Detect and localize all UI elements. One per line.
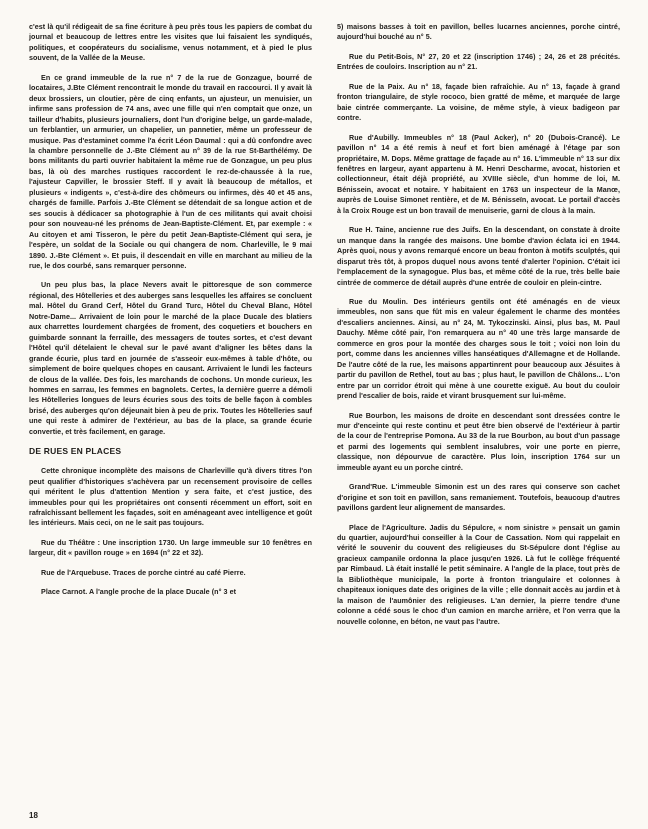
- section-heading: DE RUES EN PLACES: [29, 446, 122, 457]
- left-column: [29, 22, 312, 598]
- paragraph: Rue d'Aubilly. Immeubles n° 18 (Paul Acker), n° 20 (Dubois-Crancé). Le pavillon n° 14 a été remis à neuf et fort bien aménagé à l'étage par son propriétaire, M. Dops. Même grattage de façade au n° 16. L'immeuble n° 13 sur dix fenêtres en largeur, ayant appartenu à M. Henri Descharme, avocat, historien et collectionneur, était déjà propriété, au XVIIIe siècle, d'un homme de loi, M. Bénissein, avocat et notaire. Y habitaient en 1763 un inspecteur de la Manœ, auprès de Louise Simonet rentière, et de M. Bénisseïn, avocat. Le portail d'accès à la Croix Rouge est un bon travail de menuiserie, garni de clous à la main.: [337, 133, 620, 215]
- paragraph: En ce grand immeuble de la rue n° 7 de la rue de Gonzague, bourré de locataires, J.Bte Clément rencontrait le monde du travail en raccourci. Il y avait là deux brossiers, un cloutier, père de cinq enfants, un ajusteur, un menuisier, un infirme sans profession de 74 ans, avec une fille qui n'en comptait que onze, un tailleur d'habits, plusieurs journaliers, dont l'un d'origine belge, un garde-malade, un ferblantier, un armurier, un chapelier, un pannetier, même un professeur de musique. Pas d'estaminet comme l'a écrit Léon Daumal : qui a dû confondre avec la chambre personnelle de J.-Bte Clément au n° 39 de la rue St-Barthélémy. De bons militants du parti ouvrier habitaient la même rue de Gonzague, un peu plus bas, là où des marches rustiques raccordent le rez-de-chaussée à la rue, l'ajusteur Capviller, le brossier Steff. Il y avait là beaucoup de métallos, et plusieurs « indigents », c'est-à-dire des chômeurs ou infirmes, dès 40 et 45 ans, chargés de famille. Parfois J.-Bte Clément se détendait de sa longue action et de ses soucis à dédicacer sa photographie à l'un de ces militants qui avait choisi pour son nouveau-né les prénoms de Jean-Baptiste-Clément. Et, par exemple : « Au citoyen et ami Tisseron, le père du petit Jean-Baptiste-Clément qui sera, je l'espère, un soldat de la Sociale ou qui changera de nom. Charleville, le 9 mai 1890. J.-Bte Clément ». Et puis, il descendait en ville en marchant au milieu de la rue, le dos courbé, sans remarquer personne.: [29, 73, 312, 270]
- paragraph: Rue du Petit-Bois, N° 27, 20 et 22 (inscription 1746) ; 24, 26 et 28 précités. Entrées de couloirs. Inscription au n° 21.: [337, 52, 620, 72]
- paragraph: Rue H. Taine, ancienne rue des Juifs. En la descendant, on constate à droite un manque dans la rangée des maisons. Une bombe d'avion éclata ici en 1944. Après quoi, nous y avons remarqué encore un beau fronton à motifs sculptés, qui disparut très tôt, à propos duquel nous avons tenté d'alerter l'opinion. C'était ici l'emplacement de la synagogue. Plus bas, et même côté de la rue, très belle baie cintrée de commerce de détail auprès d'une entrée de couloir en plein-cintre.: [337, 226, 620, 287]
- paragraph: Rue de la Paix. Au n° 18, façade bien rafraîchie. Au n° 13, façade à grand fronton triangulaire, de style rococo, bien gratté de même, et marquée de large baie cintrée commerçante. La voisine, de même style, à vieux badigeon par contre.: [337, 82, 620, 123]
- paragraph: 5) maisons basses à toit en pavillon, belles lucarnes anciennes, porche cintré, aujourd'hui bouché au n° 5.: [337, 23, 620, 42]
- paragraph: Rue du Moulin. Des intérieurs gentils ont été aménagés en de vieux immeubles, non sans que fût mis en valeur également le charme des montées d'escaliers anciennes. Ainsi, au n° 24, M. Tykoczinski. Ainsi, plus bas, M. Paul Dauchy. Même côté pair, l'on remarquera au n° 40 une très large mansarde de commerce en gros pour la montée des charges sous le toit ; voici non loin du port, comme dans les anciennes villes hanséatiques d'Allemagne et de Hollande. De l'autre côté de la rue, les maisons appartinrent pour beaucoup aux Jésuites à partir du pavillon de Rethel, tout au bas ; plus haut, le pavillon de Châlons... L'on entre par un corridor étroit qui mène à une courette exiguë. Au bout du couloir prend l'escalier de bois, raide et virant brusquement sur lui-même.: [337, 297, 620, 401]
- paragraph: Rue de l'Arquebuse. Traces de porche cintré au café Pierre.: [41, 568, 246, 577]
- paragraph: Rue Bourbon, les maisons de droite en descendant sont dressées contre le mur d'enceinte qui reste continu et peut être bien observé de l'extérieur à partir de la cour de l'entreprise Pomona. Au 33 de la rue Bourbon, au bout d'un passage et parmi des logements qui semblent insalubres, voir une porte en pierre, classique, non dépourvue de caractère. Plus loin, inscription 1764 sur un immeuble ayant eu un porche cintré.: [337, 411, 620, 472]
- paragraph: Place de l'Agriculture. Jadis du Sépulcre, « nom sinistre » pensait un gamin du quartier, aujourd'hui conseiller à la Cour de Cassation. Nom qui rappelait en vérité le souvenir du couvent des religieuses du St-Sépulcre dont l'église au gracieux campanile ordonna la place jusqu'en 1926. Là fut le collège fréquenté par Rimbaud. Là était installé le petit séminaire. A l'angle de la place, tout près de la Bibliothèque municipale, la porte à fronton triangulaire et colonnes à chapiteaux ioniques date des origines de la ville ; elle donnait accès au jardin et à la maison de l'aumônier des religieuses. L'an dernier, la pierre tendre d'une colonne a cédé sous le choc d'un camion en marche arrière, et l'on verra que la nouvelle colonne, en béton, ne vaut pas l'autre.: [337, 523, 620, 626]
- paragraph: c'est là qu'il rédigeait de sa fine écriture à peu près tous les papiers de combat du journal et beaucoup de lettres entre les visites que lui faisaient les syndiqués, politiques, et coopérateurs du socialisme, venus notamment, et à pied le plus souvent, de la Vallée de la Meuse.: [29, 23, 312, 63]
- paragraph: Un peu plus bas, la place Nevers avait le pittoresque de son commerce régional, des Hôtelleries et des auberges sans lesquelles les affaires se concluent mal. Hôtel du Grand Cerf, Hôtel du Grand Turc, Hôtel du Cheval Blanc, Hôtel Notre-Dame... Arrivaient de loin pour le marché de la place Ducale des blatiers aux charrettes lourdement chargées de froment, des coquetiers et bouchers en guimbarde sonnant la ferraille, des messagers de toutes sortes, et c'est devant l'Hôtel qu'il dételaient le cheval sur le pavé avant d'aligner les bêtes dans la grande écurie, plus tard en journée de s'asseoir eux-mêmes à table d'hôte, ou simplement de boire quelques chopes en causant. Arrivaient le lundi les facteurs de clous de la vallée. Des fois, les marchands de cochons. Un monde curieux, les hommes en sarrau, les femmes en bagnolets. Certes, la dernière guerre a démoli les Hôtelleries longues de leurs écuries sous des toits de belle façon à combles brisé, des auberges qu'on déjeunait bien à peu de prix. Toutes les Hôtelleries sauf une qui reste à admirer de l'extérieur, au bas de la place, sa grande écurie convertie, et très facilement, en garage.: [29, 281, 312, 436]
- paragraph: Rue du Théâtre : Une inscription 1730. Un large immeuble sur 10 fenêtres en largeur, dit « pavillon rouge » en 1694 (n° 22 et 32).: [29, 538, 312, 558]
- paragraph: Cette chronique incomplète des maisons de Charleville qu'à divers titres l'on peut qualifier d'historiques s'achèvera par un recensement provisoire de celles qui méritent le plus d'attention Mention y sera faite, et c'est justice, des immeubles pour qui les propriétaires ont consenti récemment un effort, soit en rafraîchissant bellement les façades, soit en aménageant avec intelligence et goût les intérieurs. Mais ceci, on ne le sait pas toujours.: [29, 467, 312, 528]
- paragraph: Grand'Rue. L'immeuble Simonin est un des rares qui conserve son cachet d'origine et son toit en pavillon, sans remaniement. Toutefois, beaucoup d'autres pavillons gardent leur alignement de mansardes.: [337, 483, 620, 513]
- page-number: 18: [29, 811, 38, 820]
- right-column: [337, 22, 620, 627]
- paragraph: Place Carnot. A l'angle proche de la place Ducale (n° 3 et: [41, 588, 237, 597]
